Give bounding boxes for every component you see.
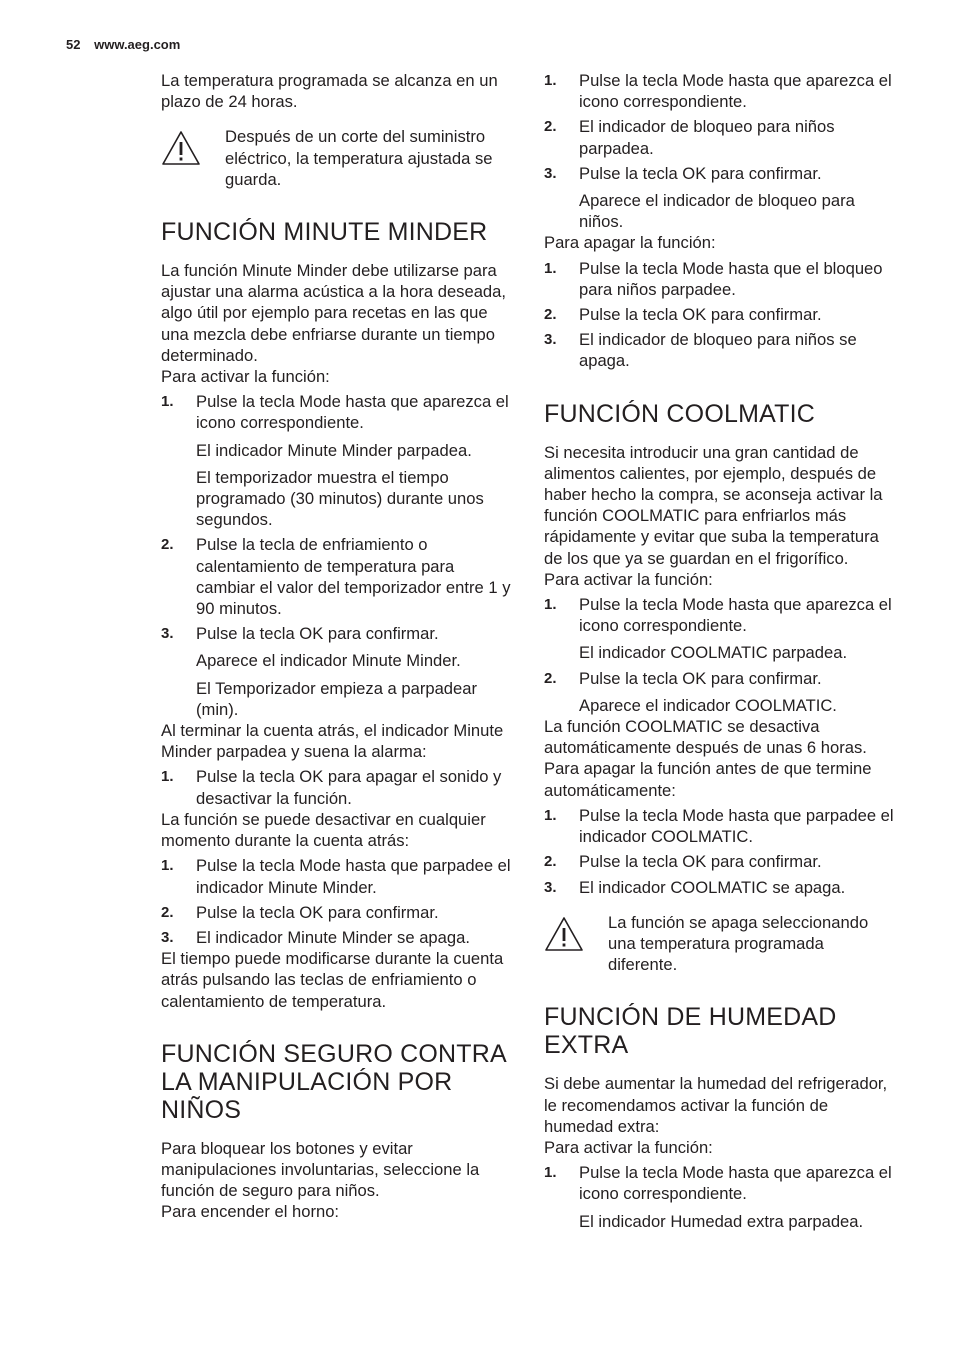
- step-item: [544, 304, 896, 325]
- step-item: [161, 623, 513, 644]
- step-number: 3.: [161, 625, 174, 643]
- step-number: 3.: [161, 928, 174, 946]
- step-item: [544, 851, 896, 872]
- step-number: 1.: [161, 768, 174, 786]
- activate-label: Para encender el horno:: [161, 1202, 340, 1222]
- deactivate-label: Para apagar la función antes de que termine automáticamente:: [544, 759, 872, 800]
- step-text: El indicador COOLMATIC se apaga.: [579, 877, 846, 897]
- step-number: 3.: [544, 878, 557, 896]
- step-text: Pulse la tecla Mode hasta que aparezca el icono correspondiente.: [579, 71, 892, 112]
- step-number: 1.: [544, 596, 557, 614]
- step-text: Pulse la tecla Mode hasta que parpadee el indicador COOLMATIC.: [579, 805, 894, 847]
- left-column: [161, 70, 513, 1223]
- step-text: Pulse la tecla Mode hasta que aparezca el icono correspondiente.: [579, 1163, 892, 1204]
- step-result: Aparece el indicador Minute Minder.: [196, 651, 461, 671]
- step-number: 1.: [544, 72, 557, 89]
- paragraph: El tiempo puede modificarse durante la cuenta atrás pulsando las teclas de enfriamiento o calentamiento de temperatura.: [161, 949, 504, 1011]
- step-item: [544, 877, 896, 898]
- activate-label: Para activar la función:: [544, 569, 713, 589]
- section-description: Si debe aumentar la humedad del refrigerador, le recomendamos activar la función de humedad extra:: [544, 1074, 888, 1136]
- step-number: 3.: [544, 164, 557, 182]
- step-result: Aparece el indicador COOLMATIC.: [579, 695, 837, 715]
- step-number: 2.: [544, 669, 557, 687]
- step-number: 2.: [161, 903, 174, 921]
- section-heading-coolmatic: FUNCIÓN COOLMATIC: [544, 399, 815, 428]
- step-result: Aparece el indicador de bloqueo para niños.: [579, 191, 855, 232]
- step-result: El indicador Humedad extra parpadea.: [579, 1211, 864, 1231]
- step-text: Pulse la tecla OK para apagar el sonido y desactivar la función.: [196, 767, 502, 808]
- step-number: 1.: [161, 857, 174, 875]
- activate-label: Para activar la función:: [161, 367, 330, 387]
- step-text: Pulse la tecla Mode hasta que el bloqueo para niños parpadee.: [579, 258, 883, 299]
- step-item: [161, 927, 513, 948]
- section-description: Si necesita introducir una gran cantidad de alimentos calientes, por ejemplo, después de haber hecho la compra, se aconseja activar la función COOLMATIC para enfriarlos más rápidamente y evitar que suba la temperatura de los que ya se guardan en el frigorífico.: [544, 442, 883, 568]
- step-result: El temporizador muestra el tiempo programado (30 minutos) durante unos segundos.: [196, 467, 484, 530]
- right-column: [544, 70, 896, 1232]
- step-text: El indicador Minute Minder se apaga.: [196, 927, 470, 947]
- step-item: [544, 116, 896, 158]
- paragraph: La función se puede desactivar en cualquier momento durante la cuenta atrás:: [161, 809, 486, 851]
- step-number: 2.: [544, 853, 557, 871]
- paragraph: La función COOLMATIC se desactiva automáticamente después de unas 6 horas.: [544, 717, 867, 758]
- step-text: El indicador de bloqueo para niños se apaga.: [579, 330, 857, 371]
- warning-note: [544, 912, 896, 976]
- step-item: [544, 329, 896, 371]
- site-url[interactable]: www.aeg.com: [94, 37, 181, 52]
- step-item: [544, 163, 896, 184]
- step-number: 1.: [544, 259, 557, 277]
- step-text: Pulse la tecla OK para confirmar.: [196, 902, 439, 922]
- deactivate-label: Para apagar la función:: [544, 233, 716, 253]
- section-heading-minute-minder: FUNCIÓN MINUTE MINDER: [161, 218, 488, 247]
- warning-triangle-icon: [544, 912, 608, 976]
- step-text: Pulse la tecla OK para confirmar.: [196, 624, 439, 644]
- step-result: El indicador Minute Minder parpadea.: [196, 440, 472, 460]
- step-result: El Temporizador empieza a parpadear (min).: [196, 678, 478, 719]
- step-text: Pulse la tecla Mode hasta que aparezca el icono correspondiente.: [196, 392, 509, 433]
- step-number: 1.: [544, 1164, 557, 1182]
- warning-triangle-icon: [161, 126, 225, 190]
- step-text: Pulse la tecla de enfriamiento o calentamiento de temperatura para cambiar el valor del temporizador entre 1 y 90 minutos.: [196, 535, 511, 619]
- step-item: [544, 1162, 896, 1204]
- step-item: [544, 258, 896, 300]
- step-item: [161, 391, 513, 433]
- step-item: [544, 594, 896, 636]
- warning-text: Después de un corte del suministro eléctrico, la temperatura ajustada se guarda.: [225, 127, 493, 189]
- step-item: [161, 902, 513, 923]
- step-number: 2.: [544, 118, 557, 136]
- step-text: Pulse la tecla OK para confirmar.: [579, 668, 822, 688]
- step-text: Pulse la tecla OK para confirmar.: [579, 852, 822, 872]
- section-description: La función Minute Minder debe utilizarse para ajustar una alarma acústica a la hora deseada, algo útil por ejemplo para recetas en las que una mezcla debe enfriarse durante un tiempo determinado.: [161, 261, 506, 365]
- step-number: 3.: [544, 331, 557, 349]
- step-item: [544, 805, 896, 847]
- step-text: Pulse la tecla Mode hasta que parpadee el indicador Minute Minder.: [196, 856, 511, 897]
- step-text: Pulse la tecla OK para confirmar.: [579, 305, 822, 325]
- warning-text: La función se apaga seleccionando una temperatura programada diferente.: [608, 912, 869, 975]
- step-item: [161, 855, 513, 897]
- step-number: 1.: [544, 806, 557, 824]
- section-description: Para bloquear los botones y evitar manipulaciones involuntarias, seleccione la función de seguro para niños.: [161, 1138, 480, 1201]
- page-header: [66, 37, 180, 52]
- step-result: El indicador COOLMATIC parpadea.: [579, 643, 848, 663]
- warning-note: [161, 126, 513, 190]
- intro-text: La temperatura programada se alcanza en un plazo de 24 horas.: [161, 71, 498, 112]
- step-number: 2.: [544, 306, 557, 324]
- step-item: [544, 70, 896, 112]
- step-text: El indicador de bloqueo para niños parpadea.: [579, 117, 835, 158]
- paragraph: Al terminar la cuenta atrás, el indicador Minute Minder parpadea y suena la alarma:: [161, 721, 504, 762]
- section-heading-humidity: FUNCIÓN DE HUMEDAD EXTRA: [544, 1003, 837, 1060]
- page-number: 52: [66, 37, 81, 52]
- step-number: 2.: [161, 536, 174, 554]
- step-text: Pulse la tecla OK para confirmar.: [579, 163, 822, 183]
- step-item: [544, 668, 896, 689]
- activate-label: Para activar la función:: [544, 1137, 713, 1157]
- section-heading-child-lock: FUNCIÓN SEGURO CONTRA LA MANIPULACIÓN POR NIÑOS: [161, 1039, 506, 1124]
- step-number: 1.: [161, 393, 174, 411]
- step-item: [161, 534, 513, 619]
- step-text: Pulse la tecla Mode hasta que aparezca el icono correspondiente.: [579, 595, 892, 636]
- step-item: [161, 766, 513, 808]
